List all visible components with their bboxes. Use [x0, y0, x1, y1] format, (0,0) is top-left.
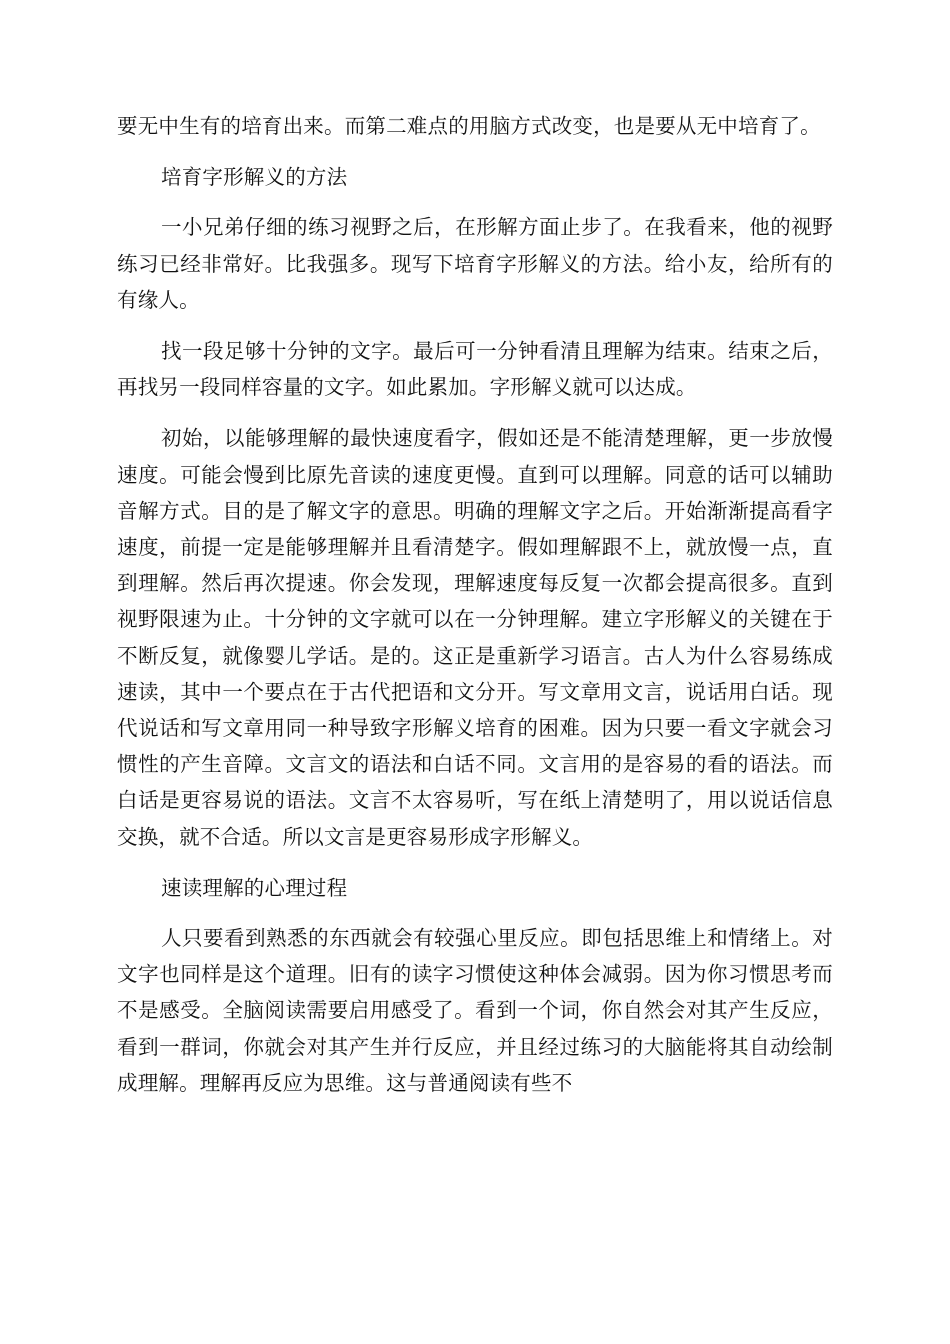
- section-heading-psychology: 速读理解的心理过程: [161, 875, 348, 900]
- section-heading-method: 培育字形解义的方法: [161, 165, 348, 190]
- document-body: [117, 108, 833, 1116]
- body-paragraph: 一小兄弟仔细的练习视野之后，在形解方面止步了。在我看来，他的视野练习已经非常好。比我强多。现写下培育字形解义的方法。给小友，给所有的有缘人。: [117, 215, 833, 312]
- body-paragraph: 找一段足够十分钟的文字。最后可一分钟看清且理解为结束。结束之后，再找另一段同样容量的文字。如此累加。字形解义就可以达成。: [117, 339, 833, 400]
- continuation-paragraph: 要无中生有的培育出来。而第二难点的用脑方式改变，也是要从无中培育了。: [117, 114, 821, 138]
- body-paragraph: 初始，以能够理解的最快速度看字，假如还是不能清楚理解，更一步放慢速度。可能会慢到比原先音读的速度更慢。直到可以理解。同意的话可以辅助音解方式。目的是了解文字的意思。明确的理解文字之后。开始渐渐提高看字速度，前提一定是能够理解并且看清楚字。假如理解跟不上，就放慢一点，直到理解。然后再次提速。你会发现，理解速度每反复一次都会提高很多。直到视野限速为止。十分钟的文字就可以在一分钟理解。建立字形解义的关键在于不断反复，就像婴儿学话。是的。这正是重新学习语言。古人为什么容易练成速读，其中一个要点在于古代把语和文分开。写文章用文言，说话用白话。现代说话和写文章用同一种导致字形解义培育的困难。因为只要一看文字就会习惯性的产生音障。文言文的语法和白话不同。文言用的是容易的看的语法。而白话是更容易说的语法。文言不太容易听，写在纸上清楚明了，用以说话信息交换，就不合适。所以文言是更容易形成字形解义。: [117, 426, 833, 849]
- body-paragraph: 人只要看到熟悉的东西就会有较强心里反应。即包括思维上和情绪上。对文字也同样是这个道理。旧有的读字习惯使这种体会减弱。因为你习惯思考而不是感受。全脑阅读需要启用感受了。看到一个词，你自然会对其产生反应，看到一群词，你就会对其产生并行反应，并且经过练习的大脑能将其自动绘制成理解。理解再反应为思维。这与普通阅读有些不: [117, 926, 833, 1095]
